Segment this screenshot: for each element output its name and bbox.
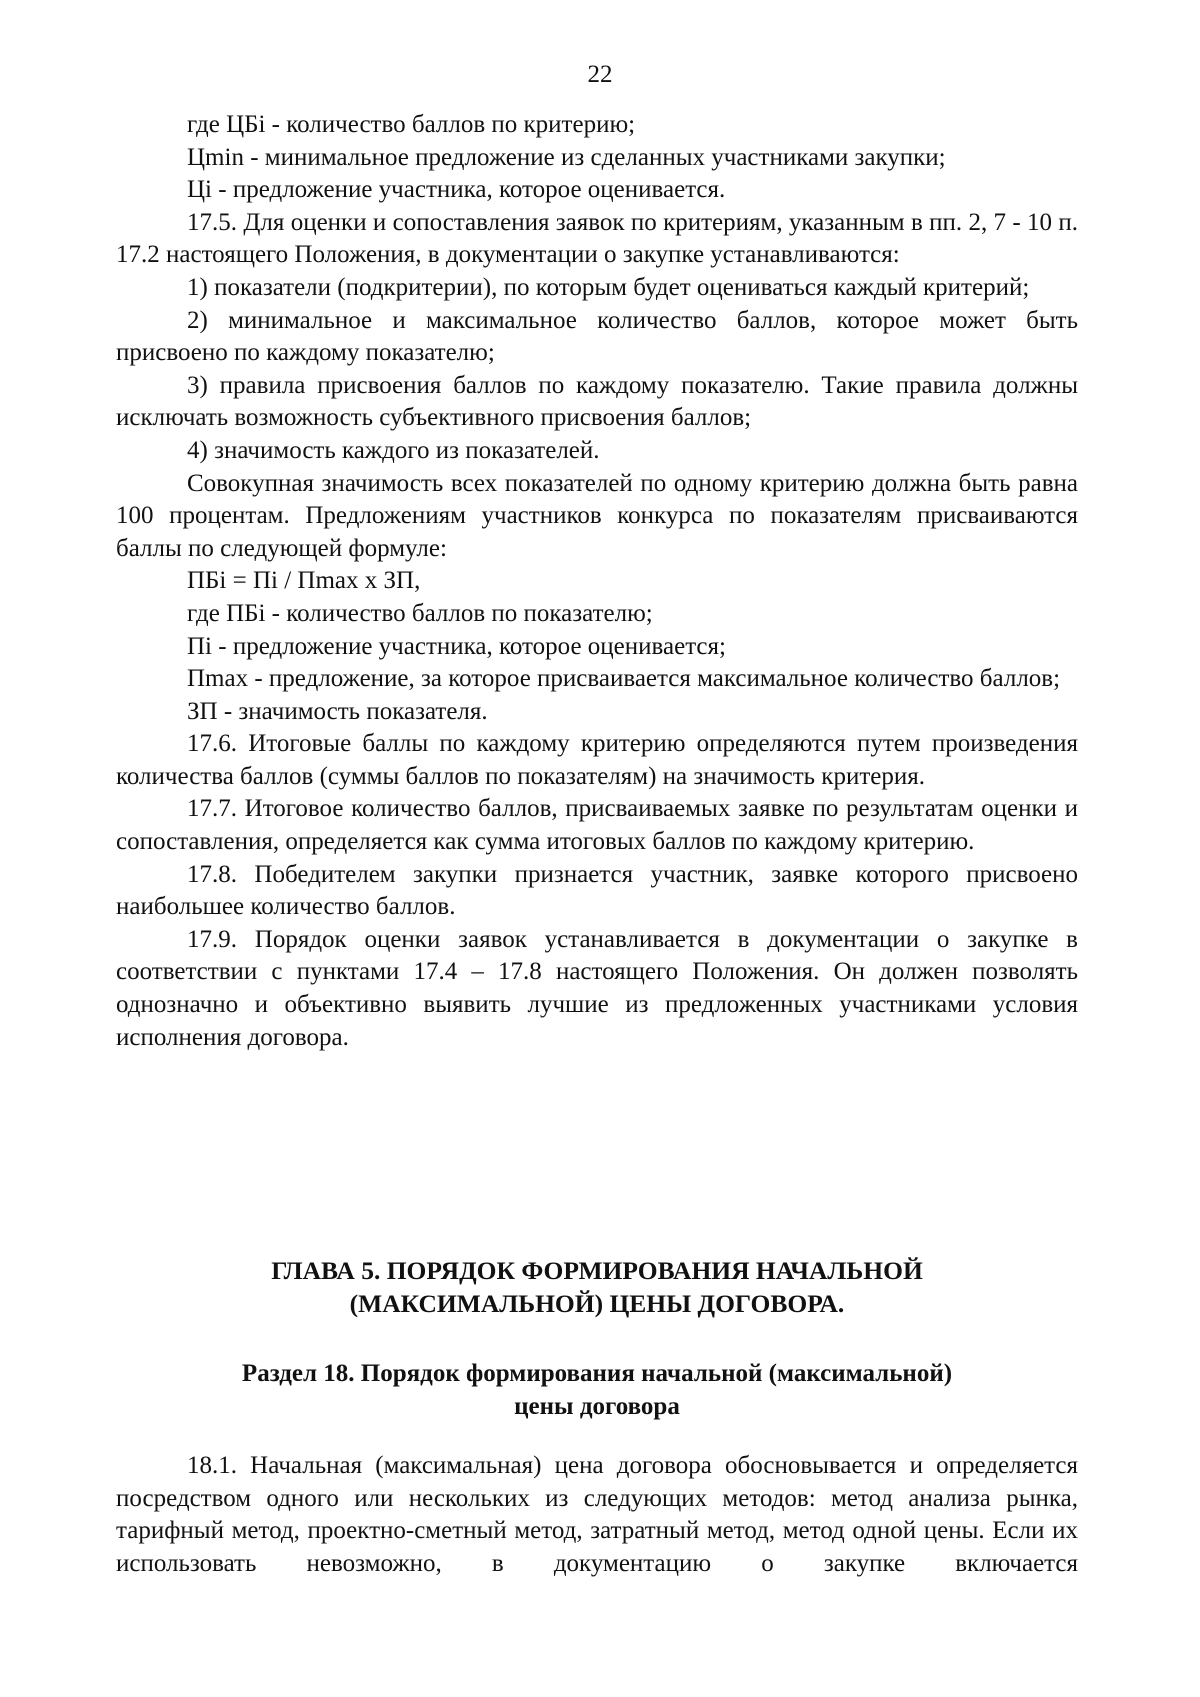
paragraph: Цi - предложение участника, которое оценивается. <box>187 176 726 204</box>
section-heading <box>116 1357 1078 1423</box>
paragraph: 2) минимальное и максимальное количество баллов, которое может быть присвоено по каждому показателю; <box>116 306 1078 367</box>
section-heading-line: Раздел 18. Порядок формирования начальной (максимальной) <box>241 1360 953 1387</box>
paragraph: где ПБi - количество баллов по показателю; <box>187 599 653 627</box>
paragraph: 17.6. Итоговые баллы по каждому критерию определяются путем произведения количества баллов (суммы баллов по показателям) на значимость критерия. <box>116 730 1078 790</box>
paragraph: Совокупная значимость всех показателей по одному критерию должна быть равна 100 процентам. Предложениям участников конкурса по показателям присваиваются баллы по следующей формуле: <box>116 469 1078 562</box>
paragraph: 17.8. Победителем закупки признается участник, заявке которого присвоено наибольшее количество баллов. <box>116 860 1078 921</box>
chapter-heading-line: ГЛАВА 5. ПОРЯДОК ФОРМИРОВАНИЯ НАЧАЛЬНОЙ <box>271 1256 923 1285</box>
paragraph: 17.5. Для оценки и сопоставления заявок по критериям, указанным в пп. 2, 7 - 10 п. 17.2 настоящего Положения, в документации о закупке устанавливаются: <box>116 208 1078 269</box>
section-heading-line: цены договора <box>514 1393 680 1420</box>
paragraph: 18.1. Начальная (максимальная) цена договора обосновывается и определяется посредством одного или нескольких из следующих методов: метод анализа рынка, тарифный метод, проектно-сметный метод, затратный метод, метод одной цены. Если их использовать невозможно, в документацию о закупке включается <box>116 1452 1078 1577</box>
paragraph: 3) правила присвоения баллов по каждому показателю. Такие правила должны исключать возможность субъективного присвоения баллов; <box>116 371 1078 432</box>
paragraph: 1) показатели (подкритерии), по которым будет оцениваться каждый критерий; <box>187 273 1030 301</box>
body-text-upper <box>116 109 1078 1054</box>
paragraph: Цmin - минимальное предложение из сделанных участниками закупки; <box>187 143 946 171</box>
body-text-lower <box>116 1450 1078 1580</box>
paragraph: Пi - предложение участника, которое оценивается; <box>187 632 726 660</box>
page-number: 22 <box>587 61 613 88</box>
formula: ПБi = Пi / Пmax x ЗП, <box>187 567 421 595</box>
paragraph: Пmax - предложение, за которое присваивается максимальное количество баллов; <box>187 665 1061 693</box>
paragraph: ЗП - значимость показателя. <box>187 697 488 725</box>
chapter-heading-line: (МАКСИМАЛЬНОЙ) ЦЕНЫ ДОГОВОРА. <box>349 1289 845 1318</box>
paragraph: 17.7. Итоговое количество баллов, присваиваемых заявке по результатам оценки и сопоставления, определяется как сумма итоговых баллов по каждому критерию. <box>116 795 1078 856</box>
paragraph: 17.9. Порядок оценки заявок устанавливается в документации о закупке в соответствии с пунктами 17.4 – 17.8 настоящего Положения. Он должен позволять однозначно и объективно выявить лучшие из предложенных участниками условия исполнения договора. <box>116 925 1078 1051</box>
paragraph: 4) значимость каждого из показателей. <box>187 436 600 464</box>
paragraph: где ЦБi - количество баллов по критерию; <box>187 111 636 138</box>
chapter-heading <box>116 1254 1078 1320</box>
